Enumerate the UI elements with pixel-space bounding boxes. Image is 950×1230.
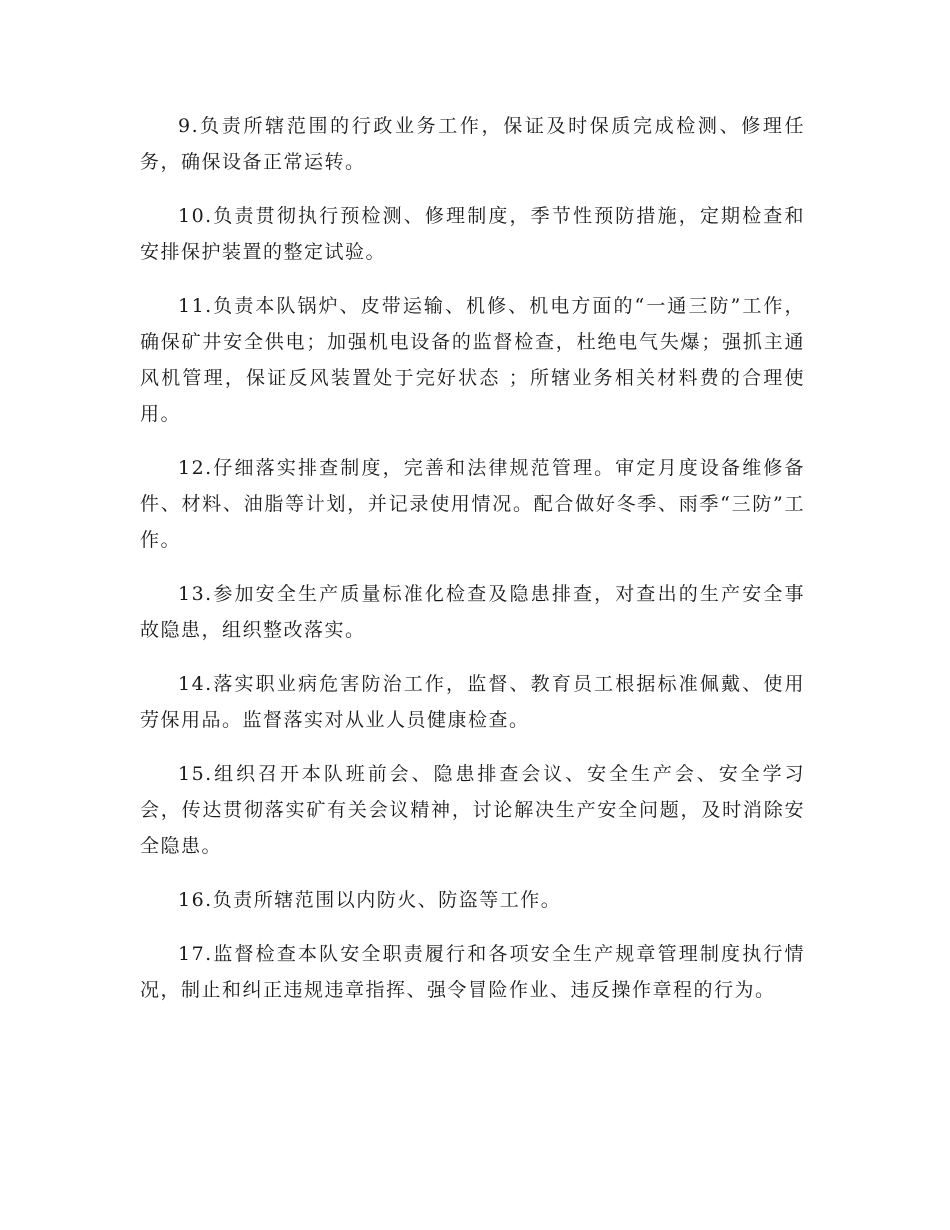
paragraph-item-15: 15.组织召开本队班前会、隐患排查会议、安全生产会、安全学习会，传达贯彻落实矿有关会议精神，讨论解决生产安全问题，及时消除安全隐患。 [140,763,805,857]
document-body [140,108,805,1026]
paragraph-item-13: 13.参加安全生产质量标准化检查及隐患排查，对查出的生产安全事故隐患，组织整改落实。 [140,583,805,641]
paragraph-item-16: 16.负责所辖范围以内防火、防盗等工作。 [178,889,562,911]
paragraph-item-12: 12.仔细落实排查制度，完善和法律规范管理。审定月度设备维修备件、材料、油脂等计划，并记录使用情况。配合做好冬季、雨季“三防”工作。 [140,457,805,551]
paragraph-item-9: 9.负责所辖范围的行政业务工作，保证及时保质完成检测、修理任务，确保设备正常运转。 [140,115,805,173]
paragraph-item-11: 11.负责本队锅炉、皮带运输、机修、机电方面的“一通三防”工作，确保矿井安全供电；加强机电设备的监督检查，杜绝电气失爆；强抓主通风机管理，保证反风装置处于完好状态 ；所辖业务相关材料费的合理使用。 [140,295,805,425]
paragraph-item-10: 10.负责贯彻执行预检测、修理制度，季节性预防措施，定期检查和安排保护装置的整定试验。 [140,205,805,263]
paragraph-item-17: 17.监督检查本队安全职责履行和各项安全生产规章管理制度执行情况，制止和纠正违规违章指挥、强令冒险作业、违反操作章程的行为。 [140,943,805,1001]
paragraph-item-14: 14.落实职业病危害防治工作，监督、教育员工根据标准佩戴、使用劳保用品。监督落实对从业人员健康检查。 [140,673,805,731]
